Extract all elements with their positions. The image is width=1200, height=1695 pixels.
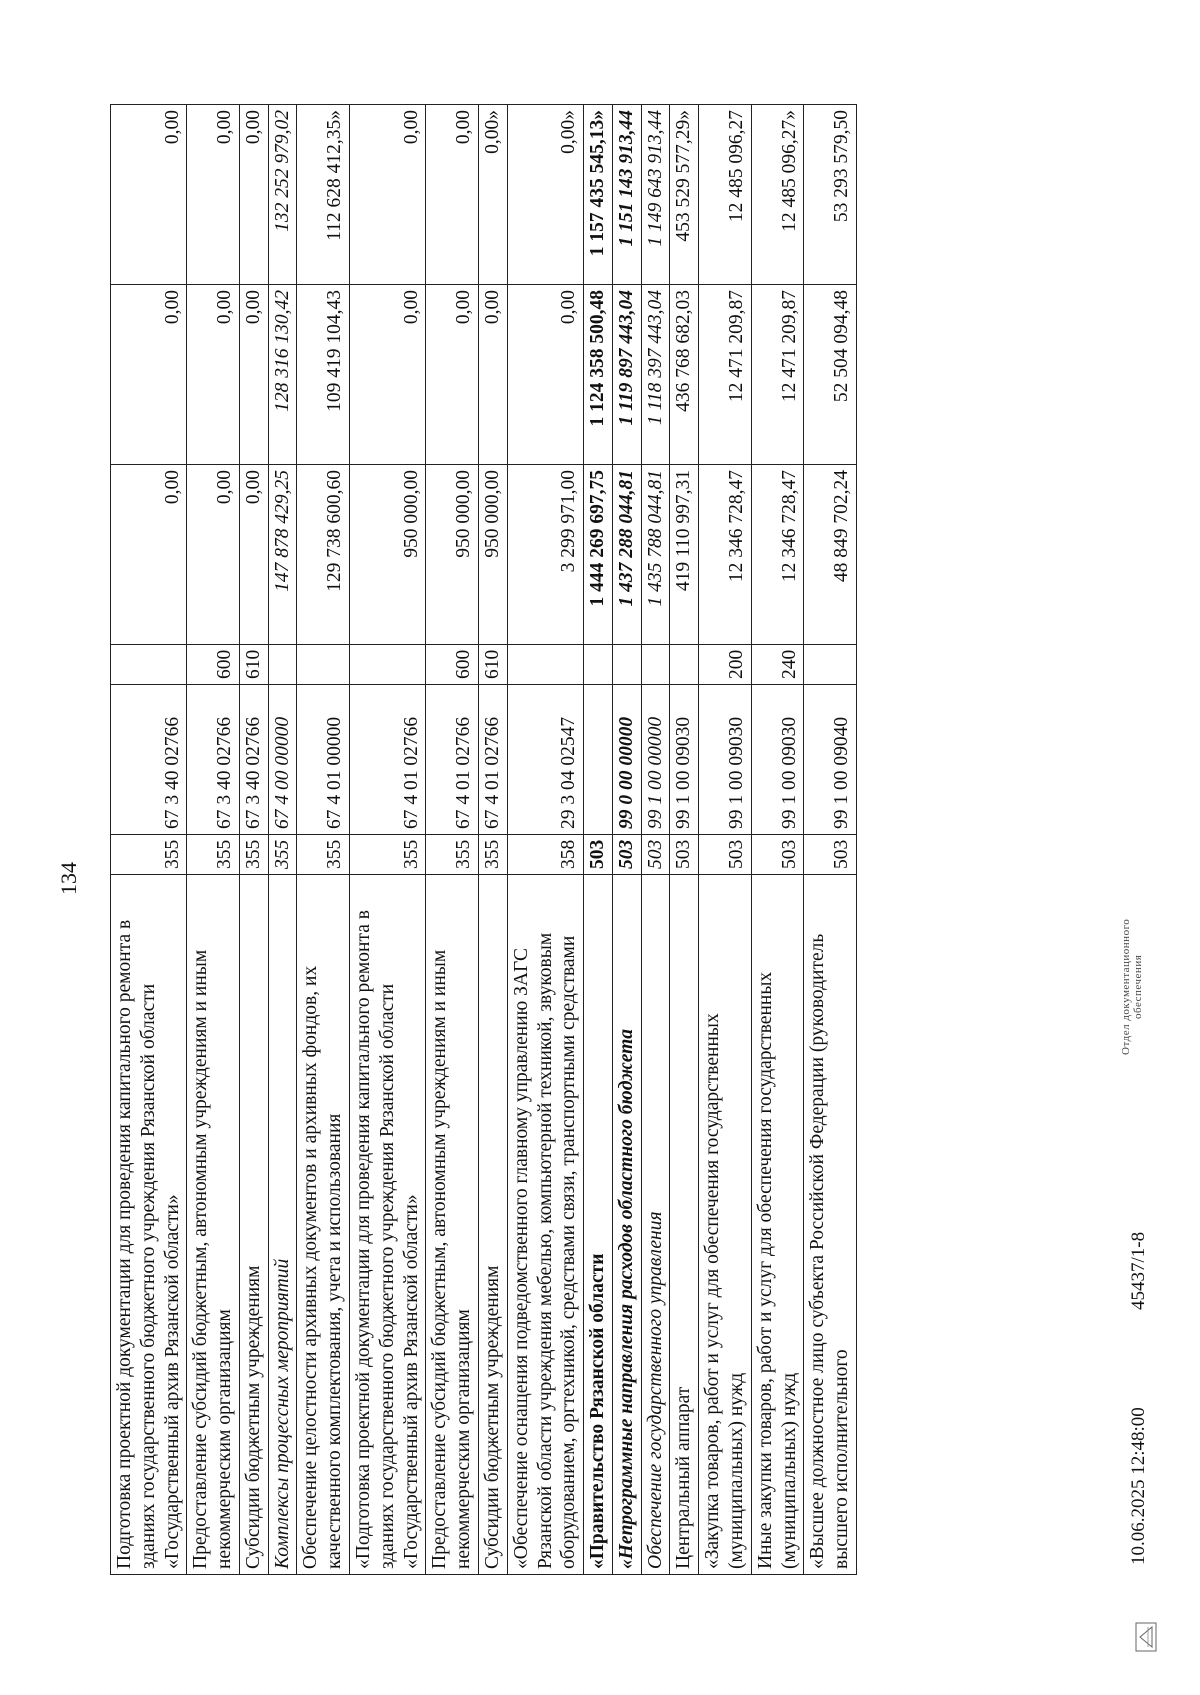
row-name: Комплексы процессных мероприятий — [268, 875, 297, 1575]
row-csr: 67 4 01 02766 — [478, 685, 507, 835]
row-gr: 503 — [699, 835, 752, 875]
row-vr — [641, 645, 670, 685]
row-vr — [612, 645, 641, 685]
table-row — [239, 105, 268, 1575]
row-gr: 503 — [751, 835, 804, 875]
row-value-2025: 12 346 728,47 — [751, 465, 804, 645]
row-value-2025: 1 437 288 044,81 — [612, 465, 641, 645]
row-value-2027: 453 529 577,29» — [670, 105, 699, 285]
table-row — [426, 105, 479, 1575]
table-row — [507, 105, 583, 1575]
row-value-2027: 0,00 — [187, 105, 240, 285]
row-name: «Высшее должностное лицо субъекта Российской Федерации (руководитель высшего исполнительного — [804, 875, 857, 1575]
row-gr: 355 — [350, 835, 426, 875]
table-row — [297, 105, 350, 1575]
row-value-2027: 0,00 — [111, 105, 187, 285]
row-value-2025: 950 000,00 — [350, 465, 426, 645]
row-value-2026: 52 504 094,48 — [804, 285, 857, 465]
budget-table — [110, 104, 857, 1575]
row-vr: 610 — [478, 645, 507, 685]
row-name: Подготовка проектной документации для проведения капитального ремонта в зданиях государственного бюджетного учреждения Рязанской области «Государственный архив Рязанской области» — [111, 875, 187, 1575]
row-vr — [804, 645, 857, 685]
row-value-2026: 0,00 — [239, 285, 268, 465]
row-csr: 99 1 00 00000 — [641, 685, 670, 835]
row-value-2027: 53 293 579,50 — [804, 105, 857, 285]
row-csr: 67 3 40 02766 — [111, 685, 187, 835]
table-row — [751, 105, 804, 1575]
row-csr: 67 4 01 02766 — [426, 685, 479, 835]
row-vr — [268, 645, 297, 685]
row-name: Предоставление субсидий бюджетным, автономным учреждениям и иным некоммерческим организациям — [426, 875, 479, 1575]
table-row — [612, 105, 641, 1575]
row-vr — [297, 645, 350, 685]
row-vr: 610 — [239, 645, 268, 685]
row-gr: 355 — [478, 835, 507, 875]
row-name: Иные закупки товаров, работ и услуг для обеспечения государственных (муниципальных) нужд — [751, 875, 804, 1575]
row-value-2026: 109 419 104,43 — [297, 285, 350, 465]
department-stamp — [1120, 919, 1144, 1055]
row-gr: 503 — [641, 835, 670, 875]
row-value-2026: 1 119 897 443,04 — [612, 285, 641, 465]
row-value-2027: 0,00» — [507, 105, 583, 285]
row-value-2026: 1 124 358 500,48 — [584, 285, 613, 465]
row-name: «Обеспечение оснащения подведомственного главному управлению ЗАГС Рязанской области учреждения мебелью, компьютерной техникой, звуковым оборудованием, оргтехникой, средствами связи, транспортными средствами — [507, 875, 583, 1575]
row-value-2025: 147 878 429,25 — [268, 465, 297, 645]
row-value-2027: 1 157 435 545,13» — [584, 105, 613, 285]
row-value-2026: 0,00 — [478, 285, 507, 465]
table-row — [670, 105, 699, 1575]
row-value-2027: 12 485 096,27 — [699, 105, 752, 285]
row-value-2026: 12 471 209,87 — [699, 285, 752, 465]
emblem-icon — [1130, 1619, 1160, 1655]
row-name: «Правительство Рязанской области — [584, 875, 613, 1575]
row-value-2027: 112 628 412,35» — [297, 105, 350, 285]
row-value-2026: 128 316 130,42 — [268, 285, 297, 465]
row-name: Обеспечение целостности архивных документов и архивных фондов, их качественного комплектования, учета и использования — [297, 875, 350, 1575]
row-value-2026: 0,00 — [111, 285, 187, 465]
row-csr: 99 0 00 00000 — [612, 685, 641, 835]
row-gr: 355 — [187, 835, 240, 875]
row-vr: 600 — [426, 645, 479, 685]
row-value-2025: 419 110 997,31 — [670, 465, 699, 645]
stamp-line: обеспечения — [1132, 954, 1145, 1019]
row-value-2025: 0,00 — [187, 465, 240, 645]
row-value-2025: 950 000,00 — [426, 465, 479, 645]
row-name: Предоставление субсидий бюджетным, автономным учреждениям и иным некоммерческим организациям — [187, 875, 240, 1575]
row-gr: 355 — [111, 835, 187, 875]
row-value-2027: 1 151 143 913,44 — [612, 105, 641, 285]
row-value-2025: 950 000,00 — [478, 465, 507, 645]
row-value-2025: 12 346 728,47 — [699, 465, 752, 645]
row-value-2026: 0,00 — [350, 285, 426, 465]
row-value-2025: 1 444 269 697,75 — [584, 465, 613, 645]
table-row — [804, 105, 857, 1575]
row-value-2027: 0,00 — [350, 105, 426, 285]
row-name: Субсидии бюджетным учреждениям — [239, 875, 268, 1575]
row-gr: 503 — [584, 835, 613, 875]
table-row — [478, 105, 507, 1575]
row-gr: 503 — [612, 835, 641, 875]
table-row — [268, 105, 297, 1575]
row-value-2027: 132 252 979,02 — [268, 105, 297, 285]
table-row — [187, 105, 240, 1575]
page-number: 134 — [56, 862, 81, 895]
row-csr: 67 3 40 02766 — [239, 685, 268, 835]
row-value-2025: 0,00 — [111, 465, 187, 645]
row-csr — [584, 685, 613, 835]
row-value-2026: 0,00 — [426, 285, 479, 465]
footer-date: 10.06.2025 12:48:00 — [1128, 1407, 1149, 1565]
row-value-2026: 0,00 — [507, 285, 583, 465]
row-value-2027: 12 485 096,27» — [751, 105, 804, 285]
row-gr: 355 — [268, 835, 297, 875]
row-value-2025: 3 299 971,00 — [507, 465, 583, 645]
row-gr: 358 — [507, 835, 583, 875]
table-row — [584, 105, 613, 1575]
row-value-2027: 0,00» — [478, 105, 507, 285]
row-vr: 600 — [187, 645, 240, 685]
row-name: «Подготовка проектной документации для проведения капитального ремонта в зданиях государственного бюджетного учреждения Рязанской области «Государственный архив Рязанской области» — [350, 875, 426, 1575]
row-name: «Непрограммные направления расходов областного бюджета — [612, 875, 641, 1575]
row-csr: 99 1 00 09030 — [699, 685, 752, 835]
row-gr: 355 — [239, 835, 268, 875]
row-value-2026: 1 118 397 443,04 — [641, 285, 670, 465]
row-csr: 99 1 00 09030 — [670, 685, 699, 835]
row-vr — [111, 645, 187, 685]
row-vr: 200 — [699, 645, 752, 685]
table-row — [699, 105, 752, 1575]
row-vr: 240 — [751, 645, 804, 685]
row-vr — [670, 645, 699, 685]
row-value-2025: 0,00 — [239, 465, 268, 645]
table-row — [350, 105, 426, 1575]
row-csr: 67 4 01 02766 — [350, 685, 426, 835]
footer-code: 45437/1-8 — [1128, 1231, 1149, 1310]
row-value-2026: 436 768 682,03 — [670, 285, 699, 465]
row-name: «Закупка товаров, работ и услуг для обеспечения государственных (муниципальных) нужд — [699, 875, 752, 1575]
row-vr — [507, 645, 583, 685]
row-gr: 355 — [297, 835, 350, 875]
row-value-2025: 129 738 600,60 — [297, 465, 350, 645]
stamp-line: Отдел документационного — [1120, 918, 1132, 1055]
row-value-2025: 1 435 788 044,81 — [641, 465, 670, 645]
row-name: Субсидии бюджетным учреждениям — [478, 875, 507, 1575]
row-csr: 67 4 00 00000 — [268, 685, 297, 835]
row-gr: 355 — [426, 835, 479, 875]
row-csr: 67 3 40 02766 — [187, 685, 240, 835]
row-name: Обеспечение государственного управления — [641, 875, 670, 1575]
row-csr: 99 1 00 09030 — [751, 685, 804, 835]
row-value-2025: 48 849 702,24 — [804, 465, 857, 645]
row-value-2026: 0,00 — [187, 285, 240, 465]
row-gr: 503 — [804, 835, 857, 875]
row-value-2027: 1 149 643 913,44 — [641, 105, 670, 285]
row-vr — [350, 645, 426, 685]
row-csr: 29 3 04 02547 — [507, 685, 583, 835]
row-value-2027: 0,00 — [239, 105, 268, 285]
row-name: Центральный аппарат — [670, 875, 699, 1575]
row-value-2026: 12 471 209,87 — [751, 285, 804, 465]
row-csr: 99 1 00 09040 — [804, 685, 857, 835]
row-value-2027: 0,00 — [426, 105, 479, 285]
row-csr: 67 4 01 00000 — [297, 685, 350, 835]
table-row — [111, 105, 187, 1575]
row-gr: 503 — [670, 835, 699, 875]
table-row — [641, 105, 670, 1575]
row-vr — [584, 645, 613, 685]
